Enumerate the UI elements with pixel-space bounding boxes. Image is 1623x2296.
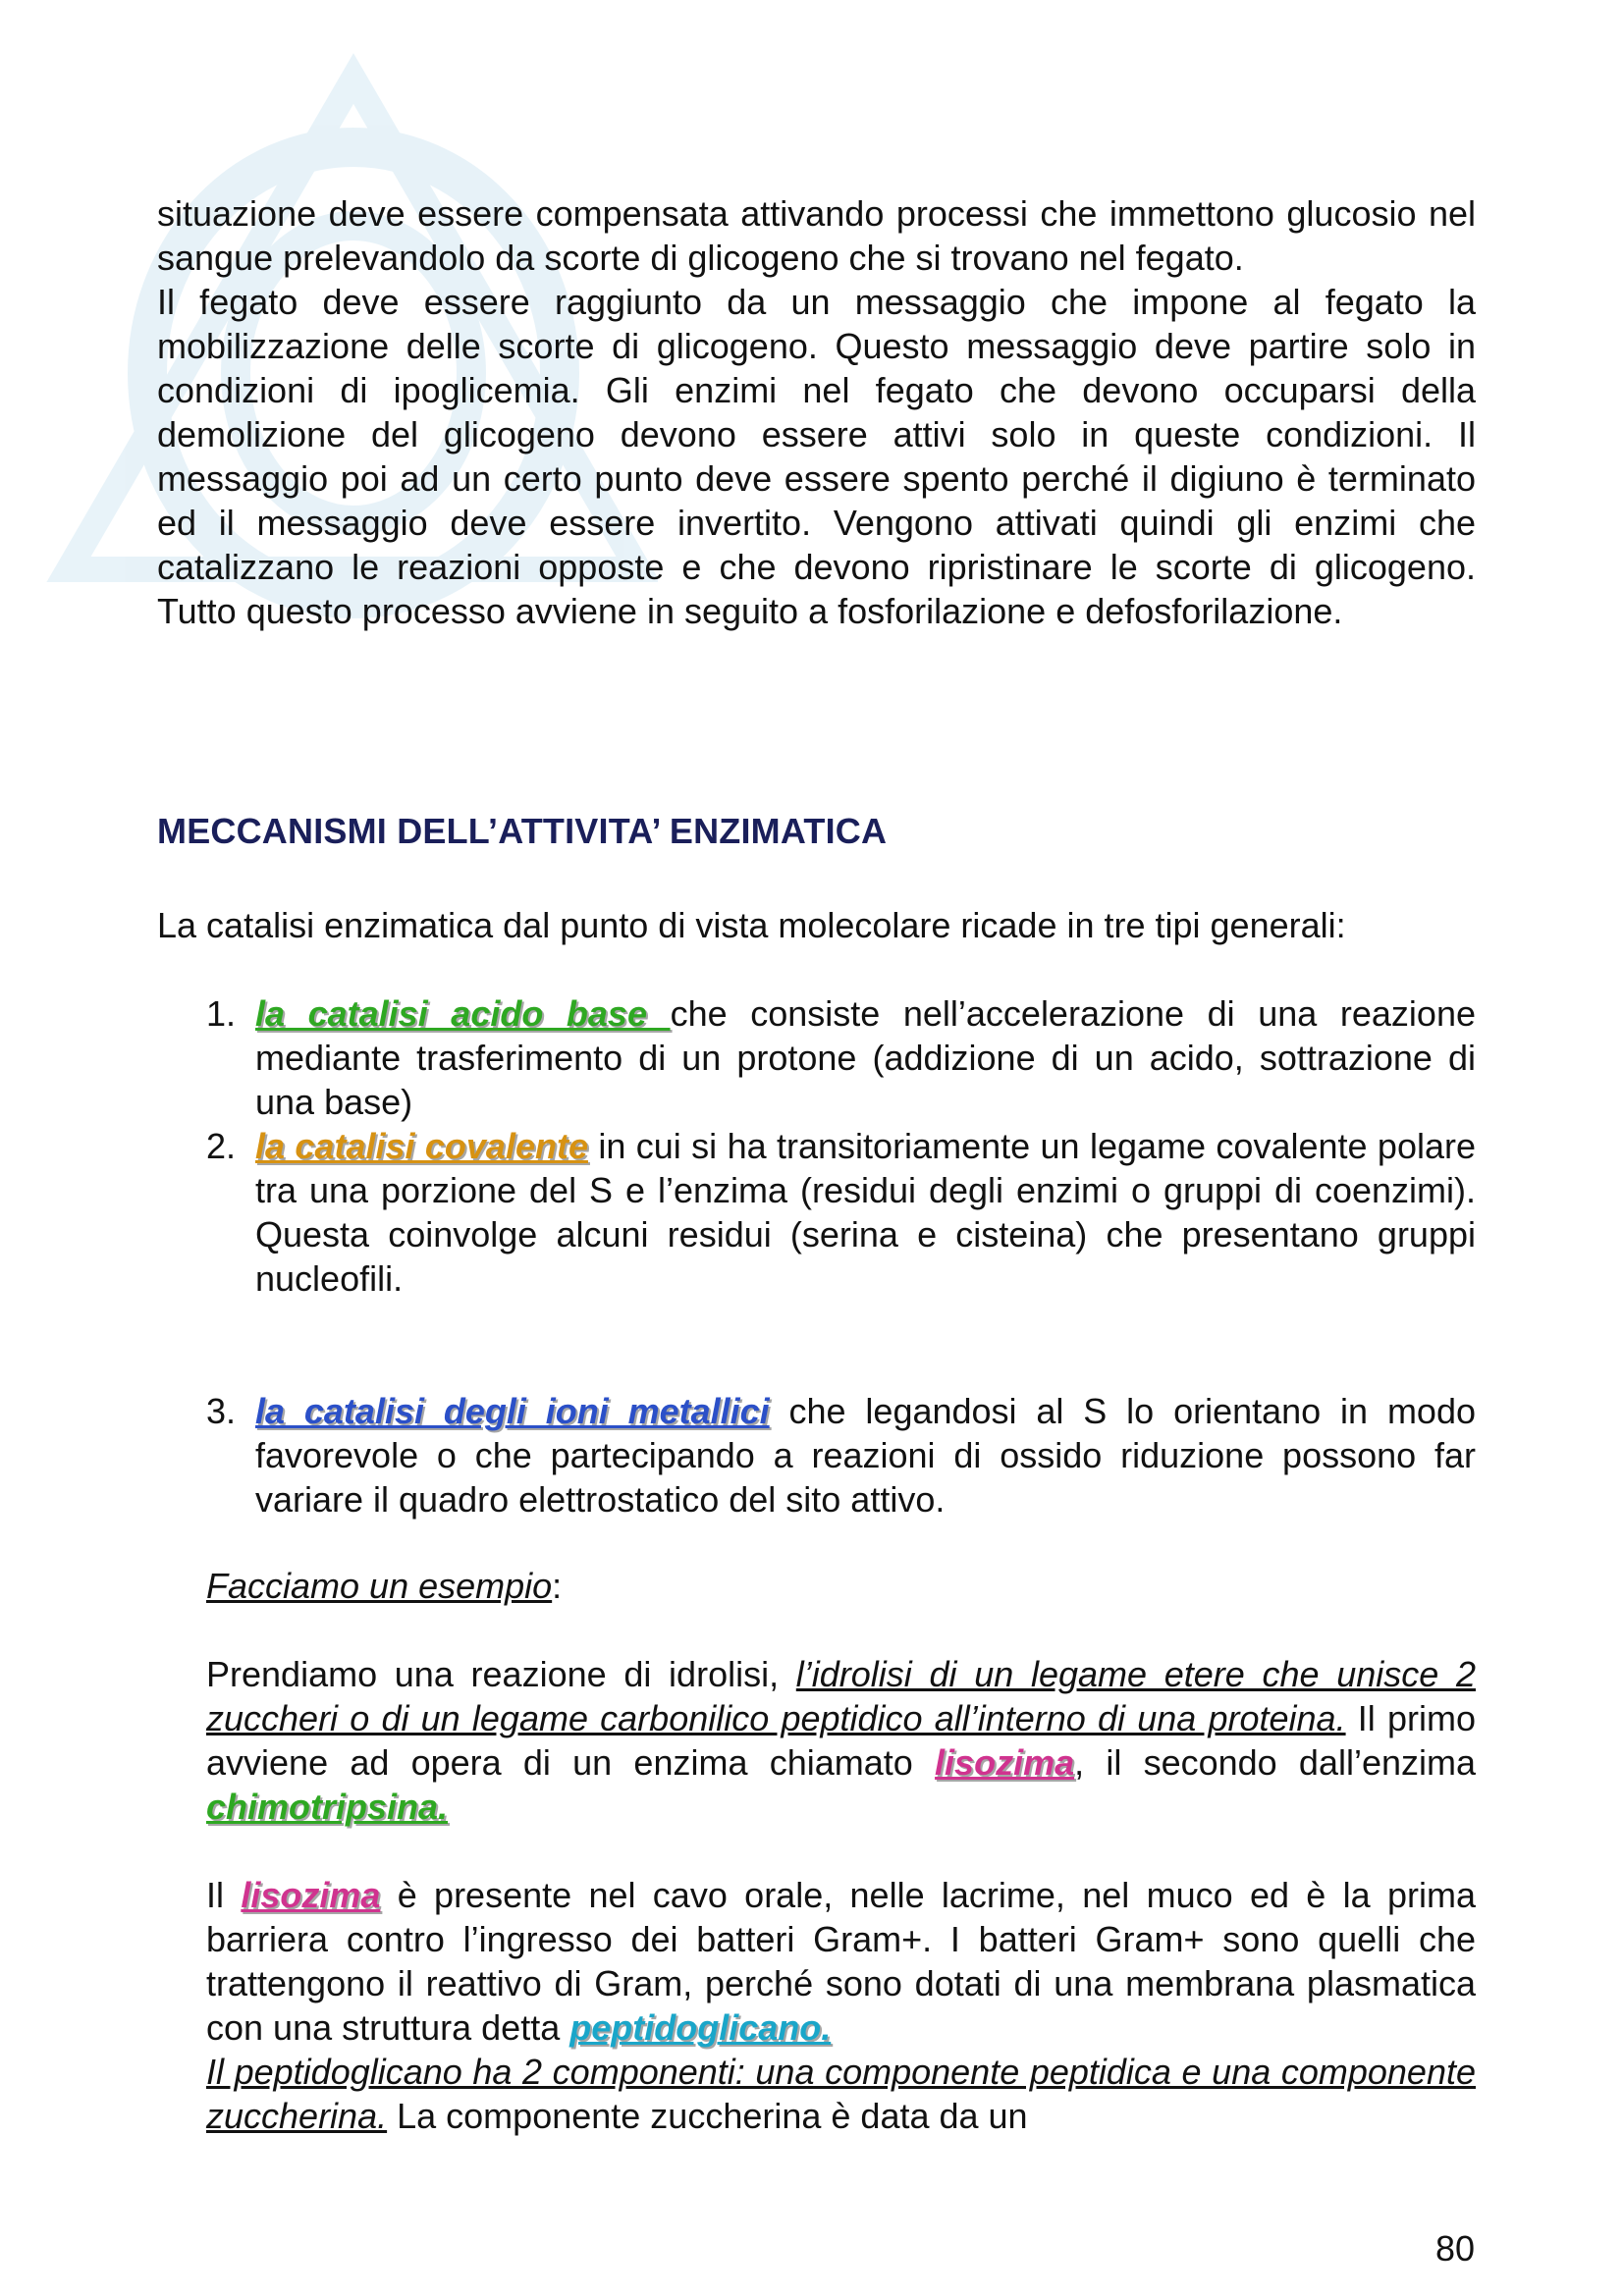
example-emphasis: l’idrolisi di un legame etere che unisce 2 zuccheri o di un legame carbonilico peptidico all’interno di una proteina. <box>206 1654 1476 1738</box>
page-number: 80 <box>1435 2228 1476 2269</box>
section-title: MECCANISMI DELL’ATTIVITA’ ENZIMATICA <box>157 811 888 851</box>
section-lead: La catalisi enzimatica dal punto di vista molecolare ricade in tre tipi generali: <box>157 905 1346 945</box>
example-heading: Facciamo un esempio <box>206 1566 553 1606</box>
list-item: 1. la catalisi acido base che consiste nell’accelerazione di una reazione mediante trasferimento di un protone (addizione di un acido, sottrazione di una base) <box>206 993 1476 1122</box>
term-metal-ions: la catalisi degli ioni metallici <box>255 1391 770 1431</box>
list-item: 3. la catalisi degli ioni metallici che legandosi al S lo orientano in modo favorevole o che partecipando a reazioni di ossido riduzione possono far variare il quadro elettrostatico del sito attivo. <box>206 1391 1476 1520</box>
example-paragraph-1: Prendiamo una reazione di idrolisi, l’idrolisi di un legame etere che unisce 2 zuccheri o di un legame carbonilico peptidico all’interno di una proteina. Il primo avviene ad opera di un enzima chiamato lisozima, il secondo dall’enzima chimotripsina. <box>206 1654 1477 1827</box>
peptidoglicano-emphasis: Il peptidoglicano ha 2 componenti: una componente peptidica e una componente zuccherina. <box>206 2052 1476 2136</box>
section-lead-block <box>157 903 1476 947</box>
catalysis-list <box>157 991 1476 1522</box>
list-item: 2. la catalisi covalente in cui si ha transitoriamente un legame covalente polare tra una porzione del S e l’enzima (residui degli enzimi o gruppi di coenzimi). Questa coinvolge alcuni residui (serina e cisteina) che presentano gruppi nucleofili. <box>206 1126 1476 1299</box>
term-covalent: la catalisi covalente <box>255 1126 588 1166</box>
term-chimotripsina: chimotripsina. <box>206 1787 449 1827</box>
term-lisozima-2: lisozima <box>241 1875 381 1915</box>
intro-paragraph-2: Il fegato deve essere raggiunto da un messaggio che impone al fegato la mobilizzazione delle scorte di glicogeno. Questo messaggio deve partire solo in condizioni di ipoglicemia. Gli enzimi nel fegato che devono occuparsi della demolizione del glicogeno devono essere attivi solo in queste condizioni. Il messaggio poi ad un certo punto deve essere spento perché il digiuno è terminato ed il messaggio deve essere invertito. Vengono attivati quindi gli enzimi che catalizzano le reazioni opposte e che devono ripristinare le scorte di glicogeno. Tutto questo processo avviene in seguito a fosforilazione e defosforilazione. <box>157 282 1476 631</box>
intro-block <box>157 191 1476 633</box>
example-paragraph-2: Il lisozima è presente nel cavo orale, nelle lacrime, nel muco ed è la prima barriera contro l’ingresso dei batteri Gram+. I batteri Gram+ sono quelli che trattengono il reattivo di Gram, perché sono dotati di una membrana plasmatica con una struttura detta peptidoglicano. Il peptidoglicano ha 2 componenti: una componente peptidica e una componente zuccherina. La componente zuccherina è data da un <box>206 1875 1476 2136</box>
intro-paragraph-1: situazione deve essere compensata attivando processi che immettono glucosio nel sangue prelevandolo da scorte di glicogeno che si trovano nel fegato. <box>157 193 1476 278</box>
term-peptidoglicano: peptidoglicano. <box>569 2007 832 2048</box>
term-acid-base: la catalisi acido base <box>255 993 671 1034</box>
term-lisozima: lisozima <box>935 1742 1075 1783</box>
catalysis-list-block <box>157 991 1476 1522</box>
example-heading-block: Facciamo un esempio: <box>206 1566 563 1606</box>
